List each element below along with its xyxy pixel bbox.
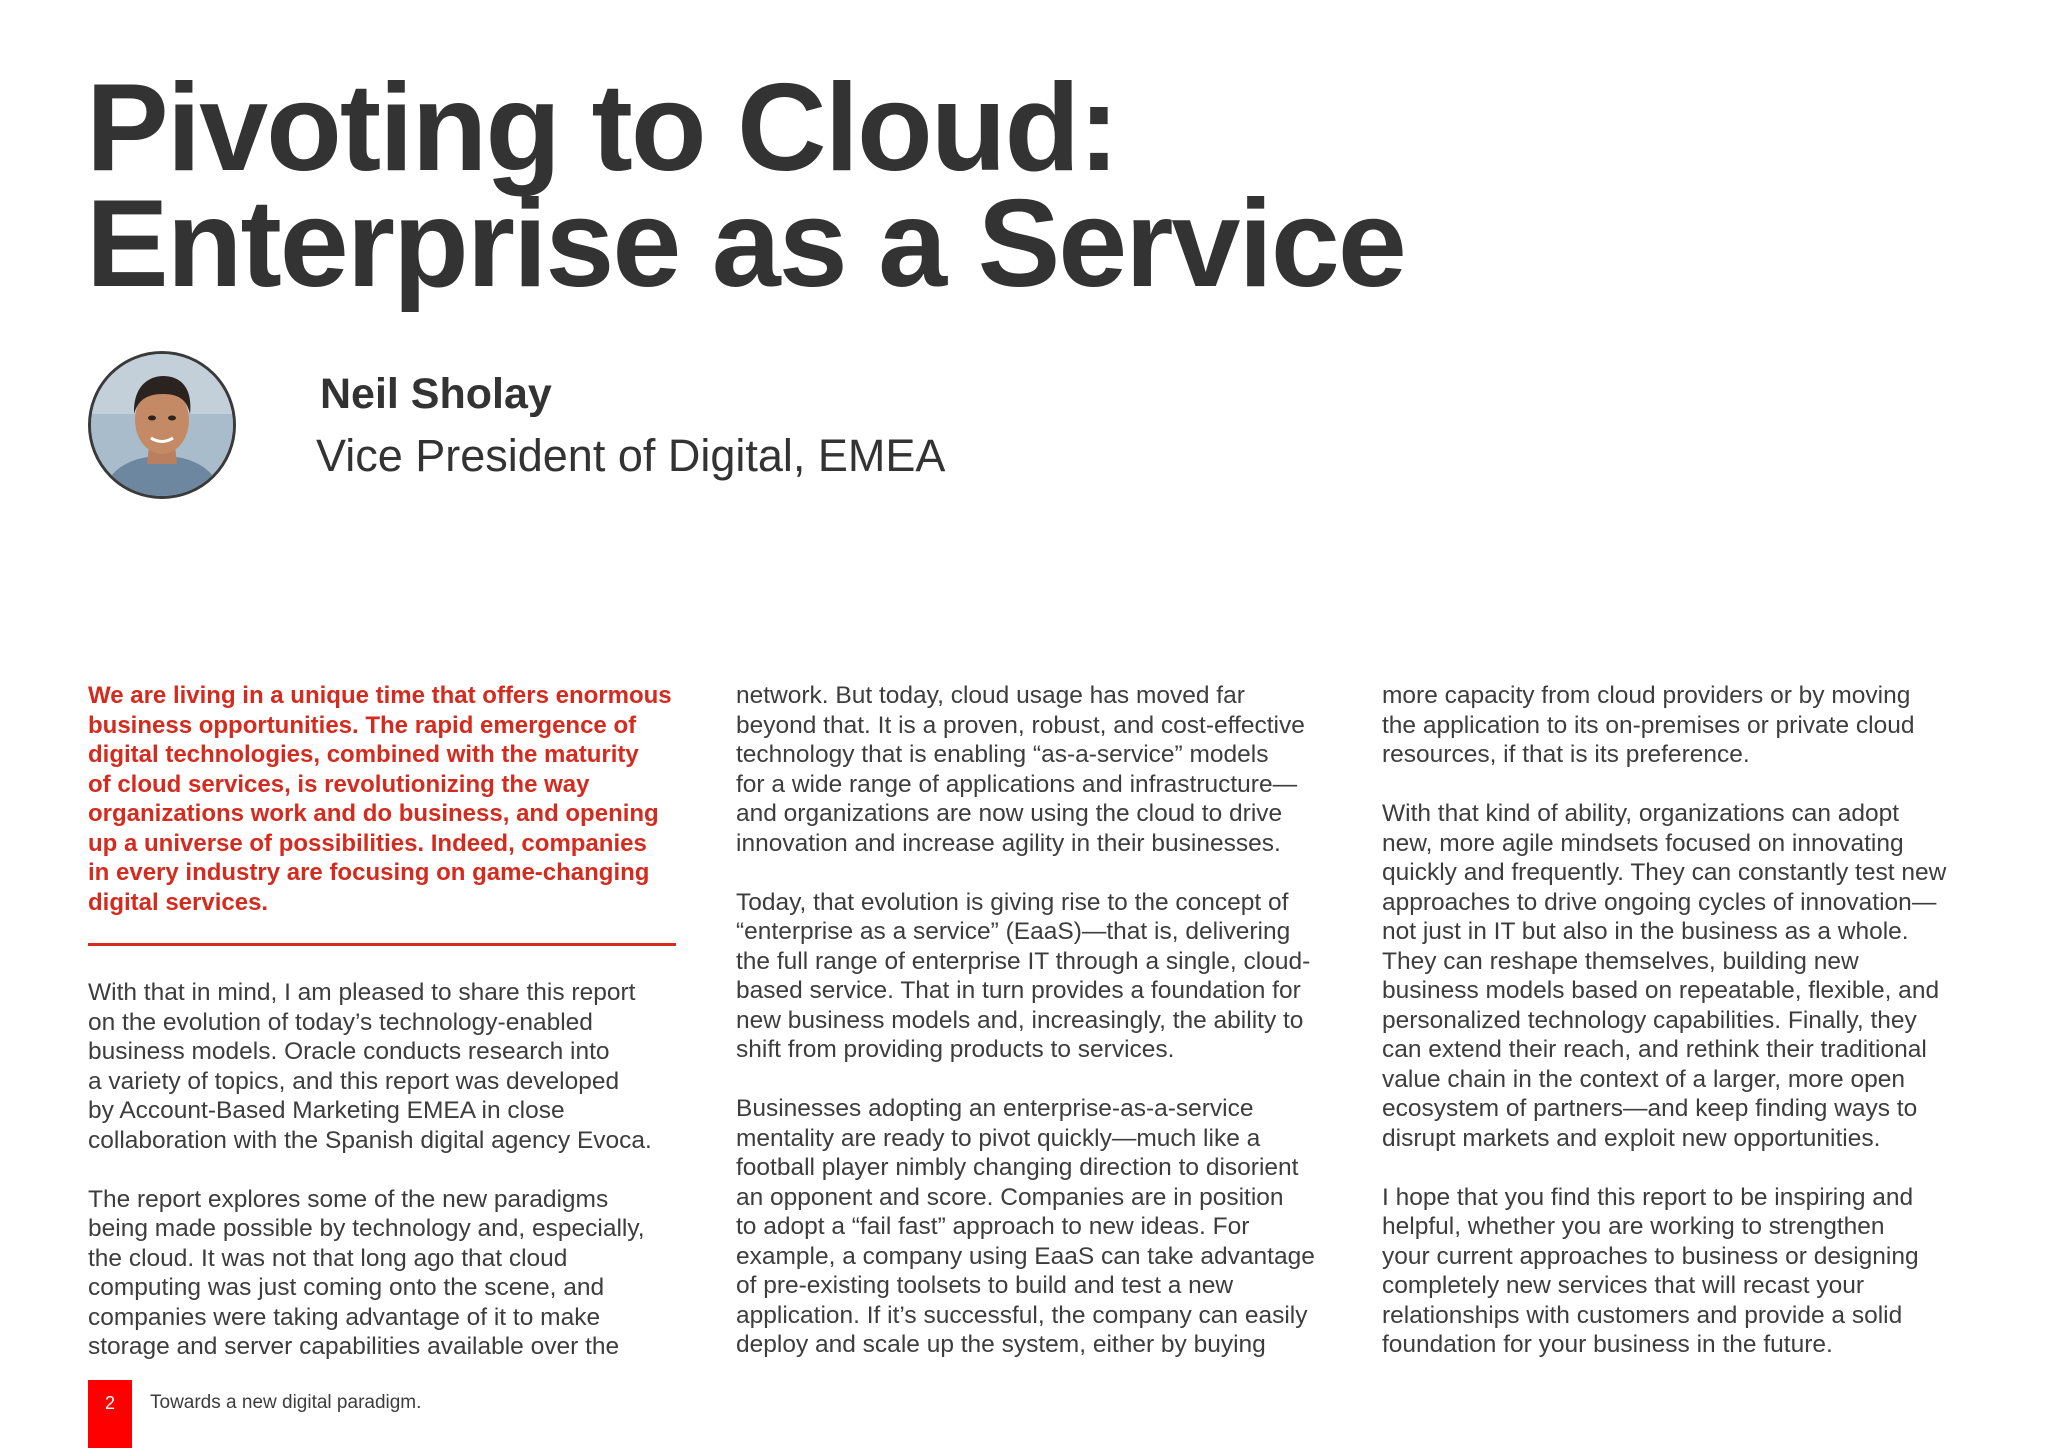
lead-line: of cloud services, is revolutionizing the way (88, 770, 590, 798)
page-number-tab (88, 1380, 132, 1448)
body-line: a variety of topics, and this report was developed (88, 1067, 620, 1095)
body-paragraph (1382, 1183, 1982, 1360)
body-line: They can reshape themselves, building new (1382, 947, 1859, 975)
body-line: the cloud. It was not that long ago that cloud (88, 1244, 568, 1272)
body-line: beyond that. It is a proven, robust, and cost-effective (736, 711, 1305, 739)
body-line: by Account-Based Marketing EMEA in close (88, 1097, 565, 1124)
page-number: 2 (104, 1393, 115, 1413)
body-line: shift from providing products to services. (736, 1036, 1175, 1063)
body-paragraph (1382, 799, 1982, 1153)
body-line: not just in IT but also in the business as a whole. (1382, 918, 1909, 945)
body-line: an opponent and score. Companies are in position (736, 1183, 1284, 1211)
body-line: disrupt markets and exploit new opportunities. (1382, 1124, 1881, 1152)
body-line: ecosystem of partners—and keep finding ways to (1382, 1095, 1918, 1122)
lead-paragraph (88, 681, 688, 917)
body-line: deploy and scale up the system, either by buying (736, 1331, 1266, 1358)
body-paragraph (736, 1094, 1336, 1360)
body-line: mentality are ready to pivot quickly—much like a (736, 1124, 1261, 1152)
title-line-1: Pivoting to Cloud: (86, 59, 1118, 197)
body-line: quickly and frequently. They can constantly test new (1382, 859, 1947, 886)
body-line: Today, that evolution is giving rise to the concept of (736, 888, 1289, 916)
body-line: storage and server capabilities available over the (88, 1333, 620, 1360)
footer-caption: Towards a new digital paradigm. (150, 1392, 422, 1413)
body-line: foundation for your business in the future. (1382, 1331, 1833, 1358)
body-line: application. If it’s successful, the company can easily (736, 1301, 1308, 1329)
body-line: Businesses adopting an enterprise-as-a-service (736, 1095, 1254, 1122)
body-line: for a wide range of applications and infrastructure— (736, 770, 1298, 798)
body-line: network. But today, cloud usage has moved far (736, 682, 1245, 709)
column-1 (88, 681, 688, 1362)
body-paragraph (736, 681, 1336, 858)
body-line: business models based on repeatable, flexible, and (1382, 977, 1940, 1004)
body-line: innovation and increase agility in their businesses. (736, 829, 1281, 857)
body-line: being made possible by technology and, especially, (88, 1215, 645, 1242)
lead-line: organizations work and do business, and opening (88, 800, 659, 827)
body-paragraph (1382, 681, 1982, 770)
body-line: The report explores some of the new paradigms (88, 1185, 609, 1213)
body-line: new business models and, increasingly, the ability to (736, 1006, 1304, 1034)
body-line: approaches to drive ongoing cycles of innovation— (1382, 888, 1937, 916)
body-line: more capacity from cloud providers or by moving (1382, 682, 1911, 709)
body-line: the full range of enterprise IT through a single, cloud- (736, 947, 1311, 975)
column-3 (1382, 681, 1982, 1360)
body-line: of pre-existing toolsets to build and test a new (736, 1272, 1234, 1299)
lead-line: up a universe of possibilities. Indeed, companies (88, 829, 647, 857)
lead-line: in every industry are focusing on game-changing (88, 859, 650, 886)
body-line: based service. That in turn provides a foundation for (736, 977, 1301, 1004)
body-line: resources, if that is its preference. (1382, 741, 1750, 768)
lead-divider (88, 943, 676, 946)
body-line: and organizations are now using the cloud to drive (736, 800, 1283, 827)
body-line: collaboration with the Spanish digital agency Evoca. (88, 1126, 652, 1154)
title-line-2: Enterprise as a Service (86, 175, 1405, 313)
body-line: companies were taking advantage of it to make (88, 1303, 601, 1331)
body-line: computing was just coming onto the scene, and (88, 1274, 605, 1301)
author-avatar (88, 351, 236, 499)
body-line: personalized technology capabilities. Finally, they (1382, 1006, 1917, 1034)
author-role: Vice President of Digital, EMEA (316, 430, 946, 481)
body-line: I hope that you find this report to be inspiring and (1382, 1183, 1914, 1211)
body-line: relationships with customers and provide a solid (1382, 1301, 1903, 1329)
body-line: business models. Oracle conducts research into (88, 1038, 610, 1065)
lead-line: digital technologies, combined with the maturity (88, 741, 639, 768)
body-line: example, a company using EaaS can take advantage (736, 1242, 1315, 1270)
body-line: new, more agile mindsets focused on innovating (1382, 829, 1904, 857)
body-paragraph (88, 1185, 688, 1362)
body-line: to adopt a “fail fast” approach to new ideas. For (736, 1213, 1250, 1240)
body-line: technology that is enabling “as-a-service” models (736, 741, 1269, 768)
body-line: completely new services that will recast your (1382, 1272, 1865, 1299)
body-line: helpful, whether you are working to strengthen (1382, 1213, 1885, 1240)
body-line: With that kind of ability, organizations can adopt (1382, 800, 1900, 827)
body-line: on the evolution of today’s technology-enabled (88, 1008, 593, 1036)
page-title (86, 59, 1405, 313)
body-paragraph (736, 888, 1336, 1065)
body-line: “enterprise as a service” (EaaS)—that is, delivering (736, 918, 1291, 945)
body-line: your current approaches to business or designing (1382, 1242, 1919, 1270)
body-line: With that in mind, I am pleased to share this report (88, 979, 636, 1006)
lead-line: digital services. (88, 888, 269, 916)
body-line: value chain in the context of a larger, more open (1382, 1065, 1905, 1093)
author-portrait-icon (91, 354, 233, 496)
lead-line: business opportunities. The rapid emergence of (88, 711, 637, 739)
body-line: the application to its on-premises or private cloud (1382, 711, 1915, 739)
author-name: Neil Sholay (320, 370, 552, 418)
body-line: football player nimbly changing direction to disorient (736, 1154, 1299, 1181)
body-paragraph (88, 978, 688, 1155)
lead-line: We are living in a unique time that offers enormous (88, 682, 672, 709)
column-2 (736, 681, 1336, 1360)
body-line: can extend their reach, and rethink their traditional (1382, 1036, 1927, 1063)
